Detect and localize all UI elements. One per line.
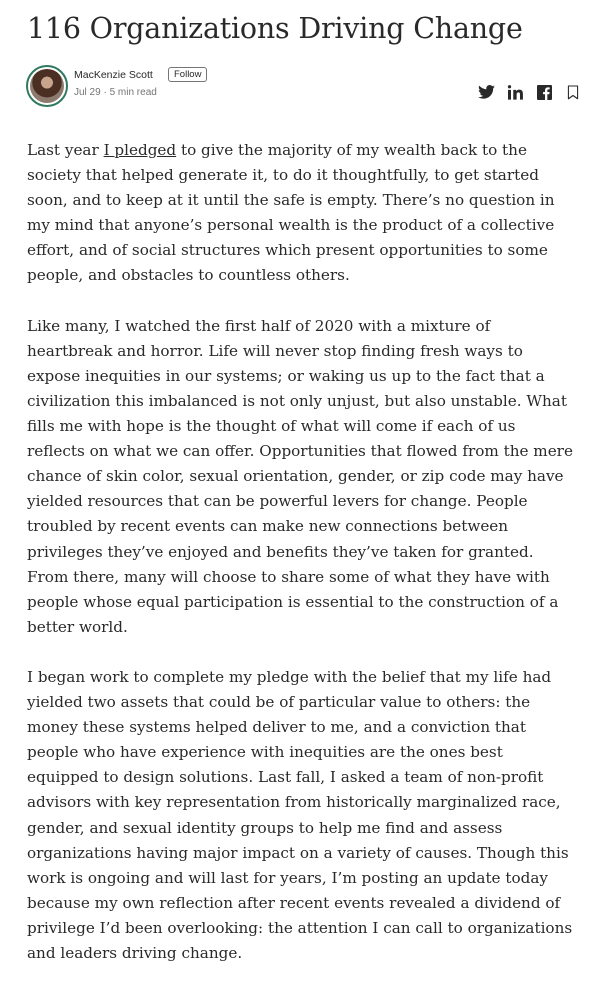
share-bar: [477, 83, 582, 101]
twitter-icon[interactable]: [477, 83, 495, 101]
paragraph-3: I began work to complete my pledge with the belief that my life had yielded two assets that could be of particular value to others: the money these systems helped deliver to me, and a conviction that people who have experience with inequities are the ones best equipped to design solutions. Last fall, I asked a team of non-profit advisors with key representation from historically marginalized race, gender, and sexual identity groups to help me find and assess organizations having major impact on a variety of causes. Though this work is ongoing and will last for years, I’m posting an update today because my own reflection after recent events revealed a dividend of privilege I’d been overlooking: the attention I can call to organizations and leaders driving change.: [27, 667, 573, 962]
bookmark-icon[interactable]: [564, 83, 582, 101]
linkedin-icon[interactable]: [506, 83, 524, 101]
article-body: [27, 138, 575, 991]
article-title: 116 Organizations Driving Change: [27, 12, 523, 45]
author-avatar[interactable]: [26, 65, 68, 107]
post-meta: Jul 29 · 5 min read: [74, 87, 157, 98]
avatar-photo: [30, 69, 64, 103]
facebook-icon[interactable]: [535, 83, 553, 101]
paragraph-2: Like many, I watched the first half of 2020 with a mixture of heartbreak and horror. Life will never stop finding fresh ways to expose inequities in our systems; or waking us up to the fact that a civilization this imbalanced is not only unjust, but also unstable. What fills me with hope is the thought of what will come if each of us reflects on what we can offer. Opportunities that flowed from the mere chance of skin color, sexual orientation, gender, or zip code may have yielded resources that can be powerful levers for change. People troubled by recent events can make new connections between privileges they’ve enjoyed and benefits they’ve taken for granted. From there, many will choose to share some of what they have with people whose equal participation is essential to the construction of a better world.: [27, 316, 573, 636]
pledge-link[interactable]: I pledged: [103, 141, 177, 159]
author-name[interactable]: MacKenzie Scott: [74, 69, 153, 81]
follow-button[interactable]: Follow: [168, 67, 207, 82]
byline: [26, 65, 582, 109]
paragraph-1: Last year I pledged to give the majority of my wealth back to the society that helped generate it, to do it thoughtfully, to get started soon, and to keep at it until the safe is empty. There’s no question in my mind that anyone’s personal wealth is the product of a collective effort, and of social structures which present opportunities to some people, and obstacles to countless others.: [27, 141, 555, 285]
